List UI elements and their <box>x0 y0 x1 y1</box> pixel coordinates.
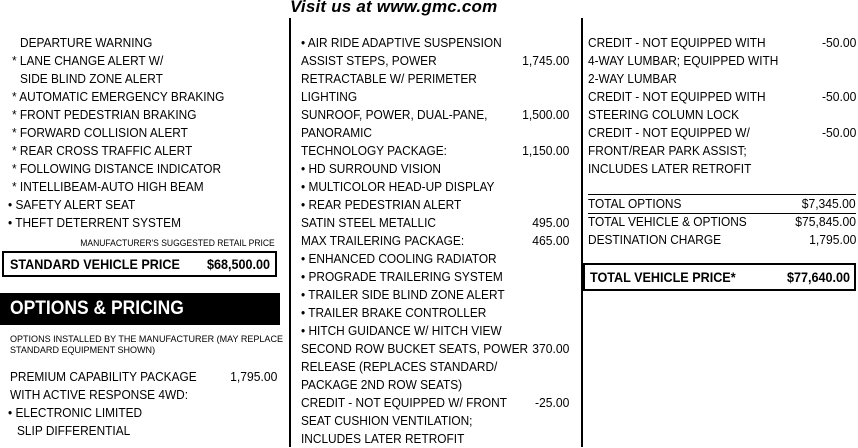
list-item: STEERING COLUMN LOCK <box>588 107 740 122</box>
options-note: OPTIONS INSTALLED BY THE MANUFACTURER (MAY REPLACE <box>10 334 283 345</box>
list-item: * FOLLOWING DISTANCE INDICATOR <box>12 161 222 176</box>
destination-charge-label: DESTINATION CHARGE <box>588 232 721 247</box>
option-price: -50.00 <box>821 35 856 50</box>
standard-price-box <box>2 251 277 277</box>
column-options <box>289 18 583 447</box>
list-item: • HITCH GUIDANCE W/ HITCH VIEW <box>301 323 502 338</box>
list-item: CREDIT - NOT EQUIPPED WITH <box>588 35 766 50</box>
option-price: -50.00 <box>821 125 856 140</box>
option-line: • ELECTRONIC LIMITED <box>8 405 143 420</box>
option-line: SLIP DIFFERENTIAL <box>17 423 131 438</box>
destination-charge-value: 1,795.00 <box>808 232 856 247</box>
list-item: * AUTOMATIC EMERGENCY BRAKING <box>12 89 225 104</box>
list-item: PACKAGE 2ND ROW SEATS) <box>301 377 463 392</box>
list-item: * INTELLIBEAM-AUTO HIGH BEAM <box>12 179 204 194</box>
list-item: LIGHTING <box>301 89 358 104</box>
list-item: FRONT/REAR PARK ASSIST; <box>588 143 747 158</box>
list-item: * FRONT PEDESTRIAN BRAKING <box>12 107 197 122</box>
list-item: PANORAMIC <box>301 125 373 140</box>
option-price: 465.00 <box>531 233 569 248</box>
list-item: SECOND ROW BUCKET SEATS, POWER <box>301 341 529 356</box>
list-item: MAX TRAILERING PACKAGE: <box>301 233 465 248</box>
list-item: SEAT CUSHION VENTILATION; <box>301 413 473 428</box>
list-item: * REAR CROSS TRAFFIC ALERT <box>12 143 193 158</box>
options-pricing-banner <box>0 293 280 325</box>
list-item: • TRAILER SIDE BLIND ZONE ALERT <box>301 287 505 302</box>
column-standard-equipment <box>0 18 283 447</box>
total-price-label: TOTAL VEHICLE PRICE* <box>590 269 736 285</box>
option-line: PREMIUM CAPABILITY PACKAGE <box>10 369 197 384</box>
option-price: 1,795.00 <box>229 369 277 384</box>
total-price-value: $77,640.00 <box>786 269 850 285</box>
list-item: CREDIT - NOT EQUIPPED W/ <box>588 125 750 140</box>
total-options-label: TOTAL OPTIONS <box>588 196 682 211</box>
standard-price-label: STANDARD VEHICLE PRICE <box>10 256 180 272</box>
total-options-value: $7,345.00 <box>802 196 856 211</box>
option-price: 1,150.00 <box>521 143 569 158</box>
option-line: WITH ACTIVE RESPONSE 4WD: <box>10 387 189 402</box>
list-item: * LANE CHANGE ALERT W/ <box>12 53 164 68</box>
list-item: CREDIT - NOT EQUIPPED WITH <box>588 89 766 104</box>
list-item: • PROGRADE TRAILERING SYSTEM <box>301 269 503 284</box>
list-item: INCLUDES LATER RETROFIT <box>301 431 465 446</box>
list-item: • THEFT DETERRENT SYSTEM <box>8 215 181 230</box>
total-price-box <box>583 263 856 291</box>
total-vehicle-options-value: $75,845.00 <box>795 214 856 229</box>
list-item: • ENHANCED COOLING RADIATOR <box>301 251 497 266</box>
list-item: • REAR PEDESTRIAN ALERT <box>301 197 462 212</box>
list-item: 2-WAY LUMBAR <box>588 71 677 86</box>
option-price: 495.00 <box>531 215 569 230</box>
list-item: 4-WAY LUMBAR; EQUIPPED WITH <box>588 53 779 68</box>
list-item: • MULTICOLOR HEAD-UP DISPLAY <box>301 179 495 194</box>
option-price: -25.00 <box>534 395 569 410</box>
total-vehicle-options-label: TOTAL VEHICLE & OPTIONS <box>588 214 747 229</box>
list-item: * FORWARD COLLISION ALERT <box>12 125 188 140</box>
column-credits-totals <box>580 18 858 447</box>
standard-price-value: $68,500.00 <box>206 256 270 272</box>
list-item: CREDIT - NOT EQUIPPED W/ FRONT <box>301 395 507 410</box>
list-item: • TRAILER BRAKE CONTROLLER <box>301 305 487 320</box>
list-item: • AIR RIDE ADAPTIVE SUSPENSION <box>301 35 502 50</box>
website-header: Visit us at www.gmc.com <box>290 0 498 16</box>
option-price: 370.00 <box>531 341 569 356</box>
msrp-label: MANUFACTURER'S SUGGESTED RETAIL PRICE <box>80 238 275 248</box>
list-item: RETRACTABLE W/ PERIMETER <box>301 71 477 86</box>
list-item: DEPARTURE WARNING <box>20 35 153 50</box>
options-note: STANDARD EQUIPMENT SHOWN) <box>10 345 156 356</box>
option-price: 1,745.00 <box>521 53 569 68</box>
list-item: SIDE BLIND ZONE ALERT <box>20 71 163 86</box>
list-item: RELEASE (REPLACES STANDARD/ <box>301 359 498 374</box>
list-item: SUNROOF, POWER, DUAL-PANE, <box>301 107 488 122</box>
option-price: -50.00 <box>821 89 856 104</box>
list-item: TECHNOLOGY PACKAGE: <box>301 143 447 158</box>
options-pricing-title: OPTIONS & PRICING <box>10 298 184 319</box>
list-item: • HD SURROUND VISION <box>301 161 442 176</box>
list-item: ASSIST STEPS, POWER <box>301 53 437 68</box>
option-price: 1,500.00 <box>521 107 569 122</box>
list-item: SATIN STEEL METALLIC <box>301 215 436 230</box>
list-item: • SAFETY ALERT SEAT <box>8 197 136 212</box>
list-item: INCLUDES LATER RETROFIT <box>588 161 752 176</box>
